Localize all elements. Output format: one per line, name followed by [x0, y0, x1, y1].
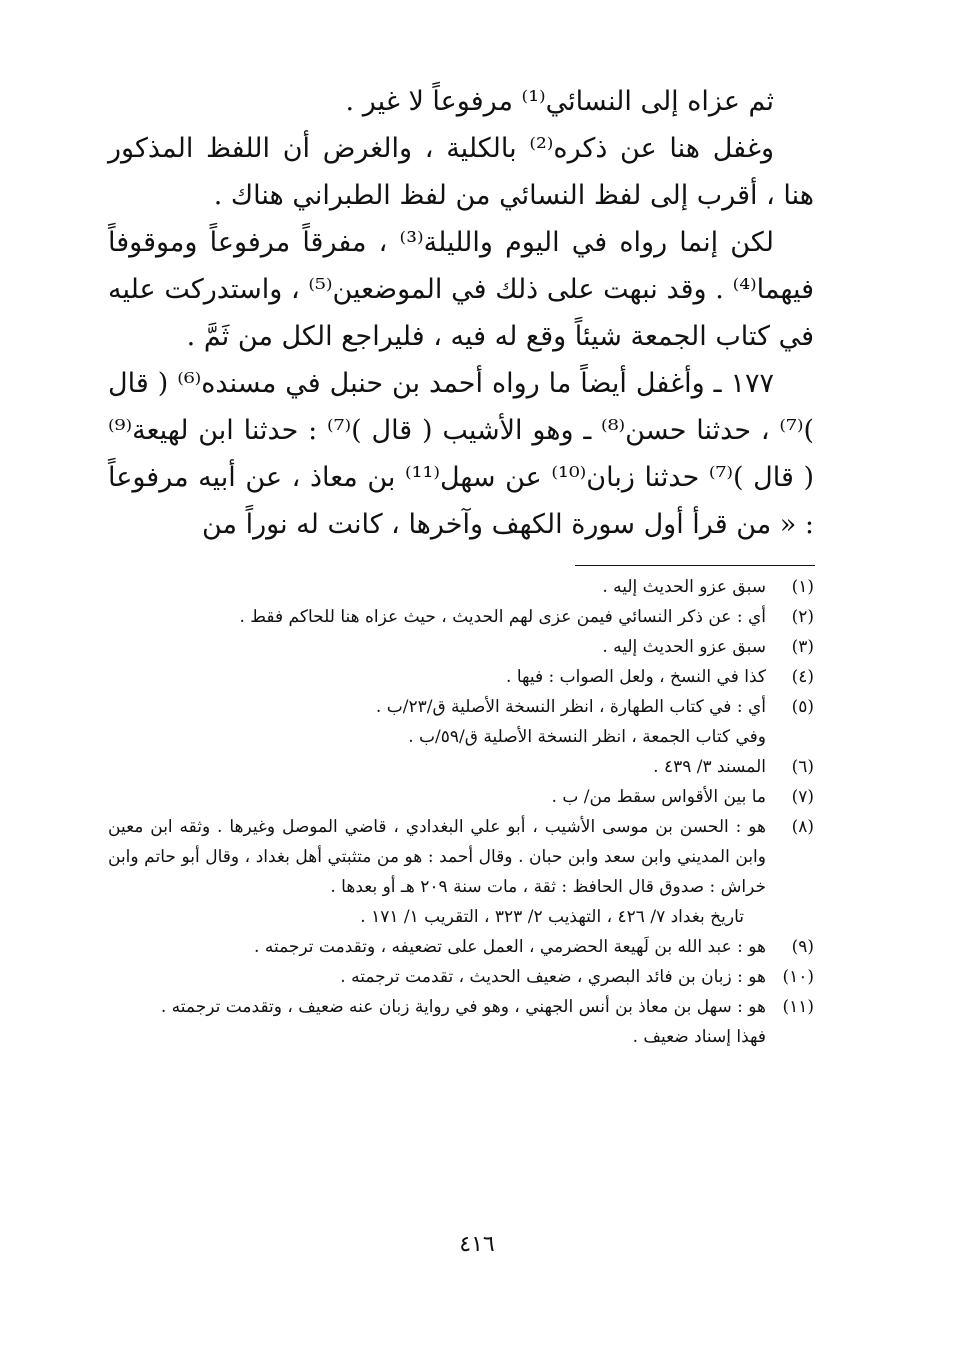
paragraph-2: وغفل هنا عن ذكره⁽²⁾ بالكلية ، والغرض أن اللفظ المذكور هنا ، أقرب إلى لفظ النسائي من لفظ الطبراني هناك . [108, 133, 814, 211]
footnote-number: (٣) [791, 637, 814, 657]
footnote-number: (٤) [791, 667, 814, 687]
footnote-6 [108, 752, 814, 782]
footnote-number: (٢) [791, 607, 814, 627]
footnote-text: هو : عبد الله بن لَهيعة الحضرمي ، العمل على تضعيفه ، وتقدمت ترجمته . [254, 937, 766, 957]
footnotes [108, 572, 814, 1052]
footnote-3 [108, 632, 814, 662]
footnote-text: هو : الحسن بن موسى الأشيب ، أبو علي البغدادي ، قاضي الموصل وغيرها . وثقه ابن معين وابن المديني وابن سعد وابن حبان . وقال أحمد : هو من متثبتي أهل بغداد ، وقال أبو حاتم وابن خراش : صدوق قال الحافظ : ثقة ، مات سنة ٢٠٩ هـ أو بعدها . [108, 817, 766, 897]
footnote-text: المسند ٣/ ٤٣٩ . [653, 757, 766, 777]
paragraph-4: ١٧٧ ـ وأغفل أيضاً ما رواه أحمد بن حنبل في مسنده⁽⁶⁾ ( قال )⁽⁷⁾ ، حدثنا حسن⁽⁸⁾ ـ وهو الأشيب ( قال )⁽⁷⁾ : حدثنا ابن لهيعة⁽⁹⁾ ( قال )⁽⁷⁾ حدثنا زبان⁽¹⁰⁾ عن سهل⁽¹¹⁾ بن معاذ ، عن أبيه مرفوعاً : « من قرأ أول سورة الكهف وآخرها ، كانت له نوراً من [108, 368, 814, 540]
footnote-text: هو : زبان بن فائد البصري ، ضعيف الحديث ، تقدمت ترجمته . [340, 967, 766, 987]
footnote-text: ما بين الأقواس سقط من/ ب . [551, 787, 766, 807]
footnote-number: (٧) [791, 787, 814, 807]
footnote-number: (١٠) [782, 967, 814, 987]
footnote-2 [108, 602, 814, 632]
footnote-number: (٩) [791, 937, 814, 957]
footnote-8 [108, 812, 814, 902]
footnote-1 [108, 572, 814, 602]
footnote-11 [108, 992, 814, 1022]
footnote-text: هو : سهل بن معاذ بن أنس الجهني ، وهو في رواية زبان عنه ضعيف ، وتقدمت ترجمته . [160, 997, 766, 1017]
footnote-number: (٥) [791, 697, 814, 717]
footnote-text: أي : عن ذكر النسائي فيمن عزى لهم الحديث ، حيث عزاه هنا للحاكم فقط . [239, 607, 766, 627]
footnote-number: (١١) [782, 997, 814, 1017]
footnote-separator [575, 565, 815, 566]
footnote-text: سبق عزو الحديث إليه . [602, 637, 766, 657]
footnote-4 [108, 662, 814, 692]
footnote-7 [108, 782, 814, 812]
footnote-number: (٦) [791, 757, 814, 777]
page-number: ٤١٦ [459, 1232, 495, 1257]
paragraph-3: لكن إنما رواه في اليوم والليلة⁽³⁾ ، مفرقاً مرفوعاً وموقوفاً فيهما⁽⁴⁾ . وقد نبهت على ذلك في الموضعين⁽⁵⁾ ، واستدركت عليه في كتاب الجمعة شيئاً وقع له فيه ، فليراجع الكل من ثَمَّ . [108, 227, 814, 352]
footnote-9 [108, 932, 814, 962]
paragraph-1: ثم عزاه إلى النسائي⁽¹⁾ مرفوعاً لا غير . [345, 86, 774, 117]
main-text [108, 78, 814, 548]
footnote-10 [108, 962, 814, 992]
footnote-5-continuation: وفي كتاب الجمعة ، انظر النسخة الأصلية ق/٥٩/ب . [408, 727, 766, 747]
footnote-8-continuation: تاريخ بغداد ٧/ ٤٢٦ ، التهذيب ٢/ ٣٢٣ ، التقريب ١/ ١٧١ . [360, 907, 744, 927]
footnote-text: أي : في كتاب الطهارة ، انظر النسخة الأصلية ق/٢٣/ب . [375, 697, 766, 717]
footnote-number: (١) [791, 577, 814, 597]
footnote-text: سبق عزو الحديث إليه . [602, 577, 766, 597]
footnote-5 [108, 692, 814, 722]
footnote-number: (٨) [791, 817, 814, 837]
footnote-11-continuation: فهذا إسناد ضعيف . [632, 1027, 766, 1047]
footnote-text: كذا في النسخ ، ولعل الصواب : فيها . [506, 667, 766, 687]
